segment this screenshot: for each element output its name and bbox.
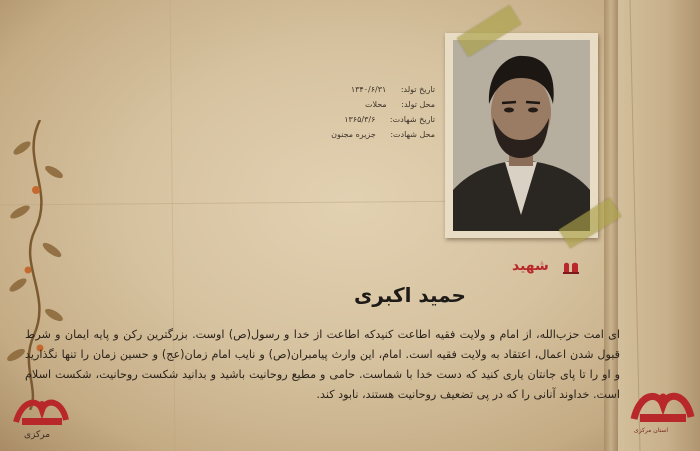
will-paragraph: ای امت حزب‌الله، از امام و ولایت فقیه اطاعت کنیدکه اطاعت از خدا و رسول(ص) اوست. بزرگترین رکن و پایه ایمان و شرط قبول شدن اعمال، اعتقاد به ولایت فقیه است. امام، این وارث پیامبران(ص) و نایب امام زمان(عج) و حسین زمان را تنها نگذارید و او را تا پای جانتان یاری کنید که دست خدا با شماست. حامی و مطیع روحانیت باشید و بدانید شکست روحانیت، شکست اسلام است. خداوند آنانی را که در پی تضعیف روحانیت هستند، نابود کند. <box>25 328 620 401</box>
navid-shahed-logo-right <box>630 385 695 430</box>
navid-shahed-logo-left <box>12 392 70 432</box>
birth-date-value: ۱۳۴۰/۶/۳۱ <box>350 85 387 94</box>
martyrdom-place-value: جزیره مجنون <box>331 130 376 139</box>
birth-place-label: محل تولد: <box>401 100 435 109</box>
martyrdom-date-value: ۱۳۶۵/۳/۶ <box>344 115 376 124</box>
portrait-photo <box>453 40 590 231</box>
martyr-details <box>300 82 435 142</box>
martyr-name: حمید اکبری <box>354 283 466 307</box>
martyrdom-place-label: محل شهادت: <box>390 130 435 139</box>
left-logo-caption: مرکزی <box>24 430 51 440</box>
martyr-badge: شهید <box>512 258 549 274</box>
birth-date-label: تاریخ تولد: <box>400 85 435 94</box>
martyr-tulip-icon <box>563 261 579 274</box>
martyrdom-date-label: تاریخ شهادت: <box>389 115 435 124</box>
martyrdom-place-row <box>300 127 435 142</box>
birth-place-row <box>300 97 435 112</box>
birth-date-row <box>300 82 435 97</box>
martyrdom-date-row <box>300 112 435 127</box>
right-logo-caption: استان مرکزی <box>634 427 669 434</box>
birth-place-value: محلات <box>364 100 387 109</box>
